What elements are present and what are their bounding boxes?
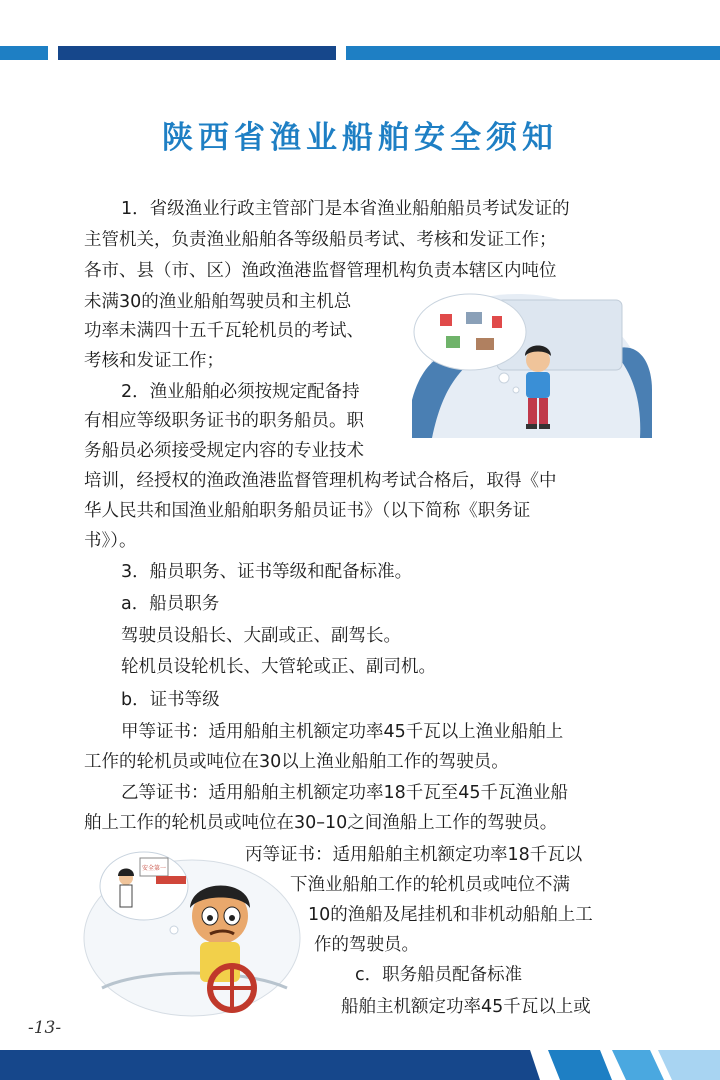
- top-bar-middle: [58, 46, 336, 60]
- body-line: b．证书等级: [121, 690, 220, 710]
- body-line: 未满30的渔业船舶驾驶员和主机总: [84, 292, 352, 312]
- body-line: 考核和发证工作；: [84, 351, 224, 371]
- body-line: 2．渔业船舶必须按规定配备持: [121, 382, 360, 402]
- safety-sign-text: 安全第一: [141, 865, 167, 872]
- body-line: 下渔业船舶工作的轮机员或吨位不满: [290, 875, 570, 895]
- body-line: 3．船员职务、证书等级和配备标准。: [121, 562, 413, 582]
- body-line: 书》）。: [84, 531, 137, 551]
- body-line: 务船员必须接受规定内容的专业技术: [84, 441, 364, 461]
- page-title: 陕西省渔业船舶安全须知: [162, 120, 558, 156]
- body-line: c．职务船员配备标准: [355, 965, 523, 985]
- body-line: 培训，经授权的渔政渔港监督管理机构考试合格后，取得《中: [84, 471, 557, 491]
- body-line: 华人民共和国渔业船舶职务船员证书》（以下简称《职务证: [84, 501, 531, 521]
- top-bar-right: [346, 46, 720, 60]
- boy-in-cabin-illustration: [412, 280, 652, 438]
- top-bar-left: [0, 46, 48, 60]
- body-line: 丙等证书：适用船舶主机额定功率18千瓦以: [245, 845, 583, 865]
- body-line: a．船员职务: [121, 594, 220, 614]
- body-line: 有相应等级职务证书的职务船员。职: [84, 411, 364, 431]
- body-line: 驾驶员设船长、大副或正、副驾长。: [121, 626, 401, 646]
- body-line: 功率未满四十五千瓦轮机员的考试、: [84, 321, 364, 341]
- page-number: -13-: [28, 1018, 62, 1038]
- body-line: 各市、县（市、区）渔政渔港监督管理机构负责本辖区内吨位: [84, 261, 557, 281]
- body-line: 10的渔船及尾挂机和非机动船舶上工: [308, 905, 593, 925]
- body-line: 作的驾驶员。: [314, 935, 419, 955]
- body-line: 乙等证书：适用船舶主机额定功率18千瓦至45千瓦渔业船: [121, 783, 569, 803]
- body-line: 甲等证书：适用船舶主机额定功率45千瓦以上渔业船舶上: [121, 722, 564, 742]
- body-line: 舶上工作的轮机员或吨位在30–10之间渔船上工作的驾驶员。: [84, 813, 558, 833]
- body-line: 船舶主机额定功率45千瓦以上或: [341, 997, 591, 1017]
- body-line: 工作的轮机员或吨位在30以上渔业船舶工作的驾驶员。: [84, 752, 509, 772]
- body-line: 主管机关，负责渔业船舶各等级船员考试、考核和发证工作；: [84, 230, 557, 250]
- bottom-bars: [0, 1044, 720, 1080]
- body-line: 1．省级渔业行政主管部门是本省渔业船舶船员考试发证的: [121, 199, 570, 219]
- body-line: 轮机员设轮机长、大管轮或正、副司机。: [121, 657, 436, 677]
